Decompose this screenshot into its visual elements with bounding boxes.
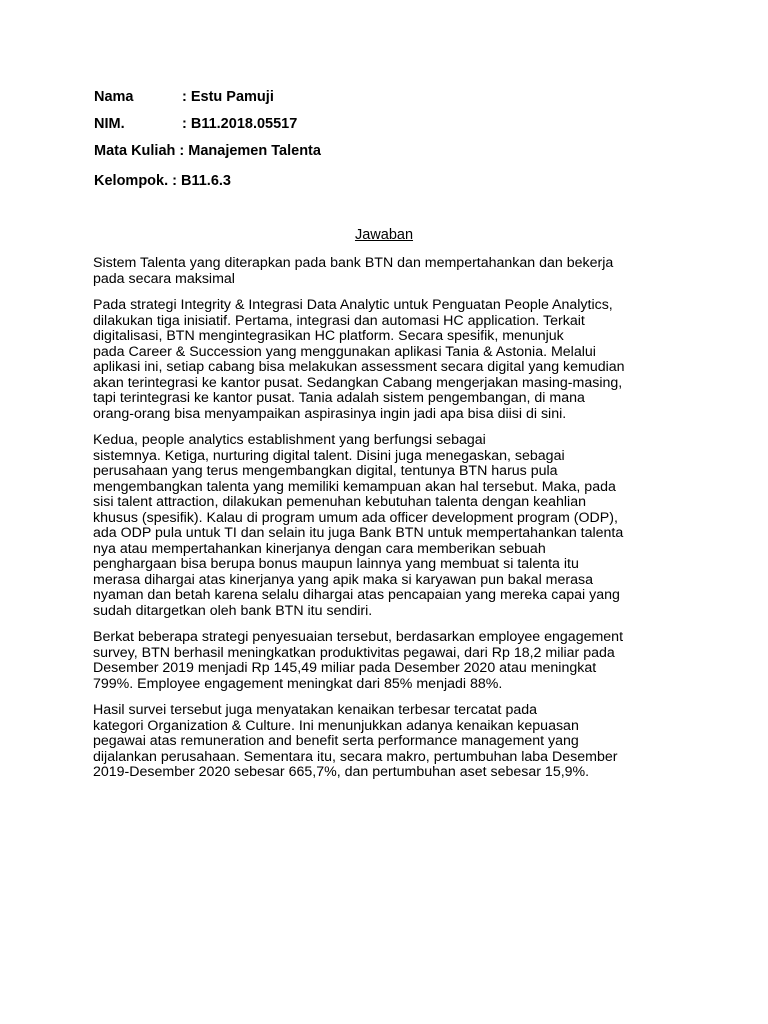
paragraph-line: pada Career & Succession yang menggunakan aplikasi Tania & Astonia. Melalui bbox=[93, 343, 596, 360]
paragraph-line: mengembangkan talenta yang memiliki kemampuan akan hal tersebut. Maka, pada bbox=[93, 478, 616, 495]
paragraph-line: merasa dihargai atas kinerjanya yang apik maka si karyawan pun bakal merasa bbox=[93, 571, 593, 588]
paragraph-line: 2019-Desember 2020 sebesar 665,7%, dan pertumbuhan aset sebesar 15,9%. bbox=[93, 764, 590, 780]
paragraph-line: Kedua, people analytics establishment yang berfungsi sebagai bbox=[93, 432, 486, 448]
paragraph-line: pada secara maksimal bbox=[93, 270, 235, 287]
paragraph-line: kategori Organization & Culture. Ini menunjukkan adanya kenaikan kepuasan bbox=[93, 717, 579, 734]
paragraph-line: digitalisasi, BTN mengintegrasikan HC platform. Secara spesifik, menunjuk bbox=[93, 328, 564, 344]
paragraph-line: Pada strategi Integrity & Integrasi Data Analytic untuk Penguatan People Analytics, bbox=[93, 297, 613, 313]
paragraph bbox=[93, 256, 683, 287]
paragraph-line: sisi talent attraction, dilakukan pemenuhan kebutuhan talenta dengan keahlian bbox=[93, 494, 586, 510]
paragraph-line: survey, BTN berhasil meningkatkan produktivitas pegawai, dari Rp 18,2 miliar pada bbox=[93, 644, 615, 661]
paragraph-line: Hasil survei tersebut juga menyatakan kenaikan terbesar tercatat pada bbox=[93, 702, 538, 718]
paragraph-line: tapi terintegrasi ke kantor pusat. Tania adalah sistem pengembangan, di mana bbox=[93, 390, 585, 406]
section-title: Jawaban bbox=[354, 227, 414, 243]
paragraph bbox=[93, 298, 683, 422]
nama-label: Nama bbox=[94, 89, 134, 105]
paragraph-line: nya atau mempertahankan kinerjanya dengan cara memberikan sebuah bbox=[93, 540, 546, 557]
paragraph-line: Sistem Talenta yang diterapkan pada bank BTN dan mempertahankan dan bekerja bbox=[93, 255, 614, 271]
paragraph-line: aplikasi ini, setiap cabang bisa melakukan assessment secara digital yang kemudian bbox=[93, 359, 625, 375]
header-nama bbox=[94, 88, 274, 106]
paragraph-line: perusahaan yang terus mengembangkan digital, tentunya BTN harus pula bbox=[93, 463, 558, 479]
paragraph-line: penghargaan bisa berupa bonus maupun lainnya yang membuat si talenta itu bbox=[93, 556, 579, 572]
paragraph-line: sistemnya. Ketiga, nurturing digital talent. Disini juga menegaskan, sebagai bbox=[93, 447, 565, 464]
paragraph-line: Desember 2019 menjadi Rp 145,49 miliar pada Desember 2020 atau meningkat bbox=[93, 660, 597, 676]
paragraph-line: akan terintegrasi ke kantor pusat. Sedangkan Cabang mengerjakan masing-masing, bbox=[93, 374, 623, 391]
paragraph-line: dijalankan perusahaan. Sementara itu, secara makro, pertumbuhan laba Desember bbox=[93, 748, 618, 765]
nama-value: : Estu Pamuji bbox=[182, 89, 274, 105]
paragraph-line: nyaman dan betah karena selalu dihargai atas pencapaian yang mereka capai yang bbox=[93, 587, 620, 603]
header-mata-kuliah bbox=[94, 142, 321, 160]
mata-kuliah-label: Mata Kuliah bbox=[94, 143, 176, 159]
paragraph-line: sudah ditargetkan oleh bank BTN itu sendiri. bbox=[93, 602, 373, 619]
paragraph-line: Berkat beberapa strategi penyesuaian tersebut, berdasarkan employee engagement bbox=[93, 629, 624, 645]
nim-value: : B11.2018.05517 bbox=[182, 116, 298, 132]
document-body bbox=[93, 256, 683, 792]
paragraph-line: 799%. Employee engagement meningkat dari 85% menjadi 88%. bbox=[93, 675, 503, 692]
kelompok-label: Kelompok. bbox=[94, 173, 169, 189]
header-kelompok bbox=[94, 172, 231, 190]
paragraph bbox=[93, 703, 683, 781]
header-nim bbox=[94, 115, 297, 133]
mata-kuliah-value: : Manajemen Talenta bbox=[175, 143, 321, 159]
paragraph bbox=[93, 630, 683, 692]
paragraph-line: khusus (spesifik). Kalau di program umum ada officer development program (ODP), bbox=[93, 509, 618, 526]
paragraph-line: dilakukan tiga inisiatif. Pertama, integrasi dan automasi HC application. Terkait bbox=[93, 312, 585, 329]
paragraph-line: pegawai atas remuneration and benefit serta performance management yang bbox=[93, 733, 579, 749]
paragraph-line: orang-orang bisa menyampaikan aspirasinya ingin jadi apa bisa diisi di sini. bbox=[93, 405, 567, 422]
kelompok-value: : B11.6.3 bbox=[168, 173, 231, 189]
nim-label: NIM. bbox=[94, 116, 125, 132]
paragraph-line: ada ODP pula untuk TI dan selain itu juga Bank BTN untuk mempertahankan talenta bbox=[93, 525, 624, 541]
paragraph bbox=[93, 433, 683, 619]
